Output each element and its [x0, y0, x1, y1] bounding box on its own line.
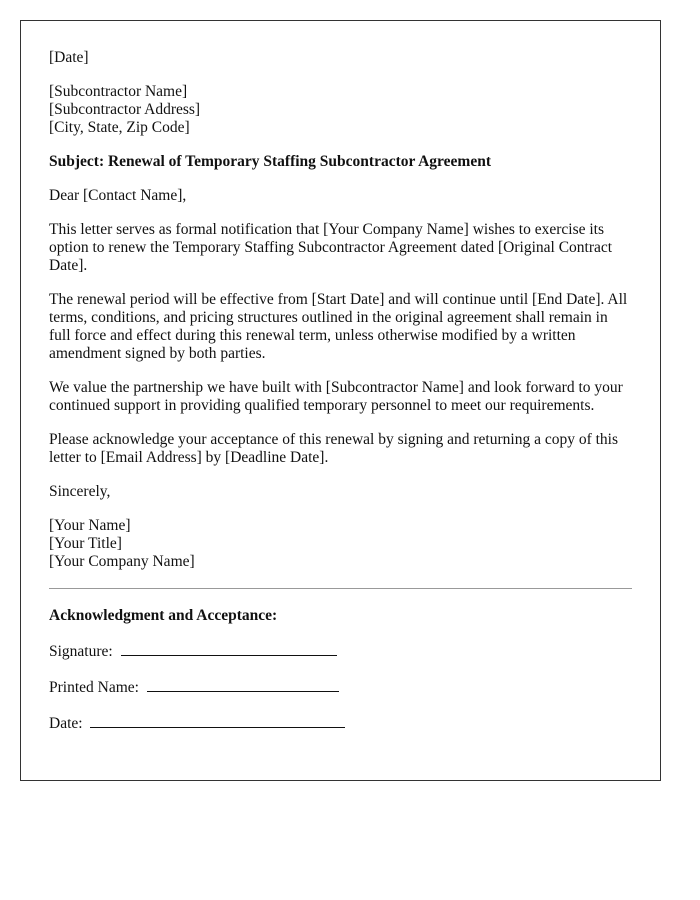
acknowledgment-title: Acknowledgment and Acceptance:	[49, 607, 278, 624]
date-label: Date:	[49, 715, 83, 732]
body-paragraph-acknowledge-request: Please acknowledge your acceptance of this renewal by signing and returning a copy of this letter to [Email Address] by [Deadline Date].	[49, 431, 619, 466]
sender-title: [Your Title]	[49, 535, 122, 552]
printed-name-label: Printed Name:	[49, 679, 139, 696]
body-paragraph-renewal-terms: The renewal period will be effective from [Start Date] and will continue until [End Date]. All terms, conditions, and pricing structures outlined in the original agreement shall remain in full force and effect during this renewal term, unless otherwise modified by a written amendment signed by both parties.	[49, 291, 628, 362]
sender-block	[49, 517, 632, 571]
signature-line[interactable]	[121, 641, 337, 656]
letter-document	[20, 20, 661, 781]
date-line[interactable]	[90, 713, 345, 728]
date-field-row	[49, 713, 632, 733]
letter-date: [Date]	[49, 49, 89, 66]
sender-name: [Your Name]	[49, 517, 131, 534]
sender-company: [Your Company Name]	[49, 553, 195, 570]
recipient-block	[49, 83, 632, 137]
printed-name-field-row	[49, 677, 632, 697]
closing: Sincerely,	[49, 483, 111, 500]
body-paragraph-notification: This letter serves as formal notification that [Your Company Name] wishes to exercise its option to renew the Temporary Staffing Subcontractor Agreement dated [Original Contract Date].	[49, 221, 613, 274]
section-divider	[49, 588, 632, 589]
body-paragraph-partnership: We value the partnership we have built with [Subcontractor Name] and look forward to your continued support in providing qualified temporary personnel to meet our requirements.	[49, 379, 623, 414]
signature-label: Signature:	[49, 643, 113, 660]
recipient-address: [Subcontractor Address]	[49, 101, 201, 118]
subject-line: Subject: Renewal of Temporary Staffing Subcontractor Agreement	[49, 153, 491, 170]
recipient-name: [Subcontractor Name]	[49, 83, 188, 100]
recipient-city-state-zip: [City, State, Zip Code]	[49, 119, 190, 136]
printed-name-line[interactable]	[147, 677, 339, 692]
salutation: Dear [Contact Name],	[49, 187, 187, 204]
signature-field-row	[49, 641, 632, 661]
